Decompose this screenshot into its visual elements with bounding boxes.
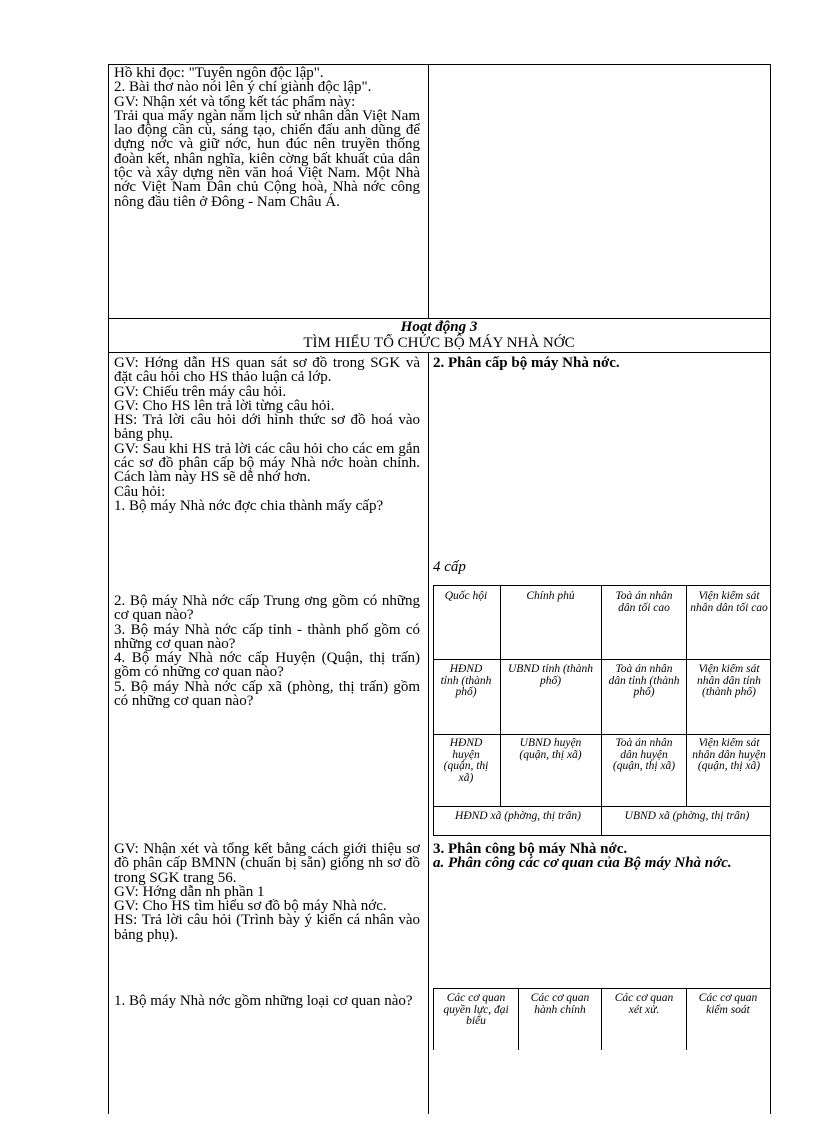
activity-row-bottom [108,352,770,353]
hierarchy-table-col-line [601,585,602,835]
text-line: HS: Trả lời câu hỏi (Trình bày ý kiến cá nhân vào bảng phụ). [114,912,420,943]
organ-cell: Các cơ quan kiểm soát [698,993,758,1016]
hierarchy-table-bottom [433,835,770,836]
text-line: 2. Bài thơ nào nói lên ý chí giành độc lập". [114,79,372,96]
hierarchy-table-col-line [500,585,501,806]
section-two-heading: 2. Phân cấp bộ máy Nhà nớc. [433,355,620,371]
table-cell: Chính phủ [526,590,575,602]
question-item: 2. Bộ máy Nhà nớc cấp Trung ơng gồm có những cơ quan nào? [114,593,420,624]
table-cell: Viện kiểm sát nhân dân tỉnh (thành phố) [697,664,761,698]
section-three-heading: 3. Phân công bộ máy Nhà nớc. [433,841,628,857]
table-cell: Viện kiểm sát nhân dân tối cao [690,591,768,614]
table-cell: HĐND tỉnh (thành phố) [440,663,492,698]
question-item: 5. Bộ máy Nhà nớc cấp xã (phòng, thị trấn) gồm có những cơ quan nào? [114,678,420,710]
table-cell: Toà án nhân dân tỉnh (thành phố) [608,664,680,698]
organ-cell: Các cơ quan xét xử. [614,993,674,1016]
table-cell: UBND xã (phờng, thị trấn) [624,811,750,822]
table-cell: Toà án nhân dân tối cao [615,590,673,614]
organ-table-left [433,988,434,1050]
column-divider-top [428,64,429,318]
text-line: Câu hỏi: [114,483,166,500]
frame-top-border [108,64,770,65]
organ-table-col-line [686,988,687,1050]
section-one-text [114,66,420,317]
column-divider-bottom [428,352,429,1114]
text-line: HS: Trả lời câu hỏi dới hình thức sơ đồ hoá vào bảng phụ. [114,412,420,443]
section-two-text [114,356,420,513]
levels-label: 4 cấp [433,559,466,575]
table-cell: UBND huyện (quận, thị xã) [519,737,582,761]
question-item: 4. Bộ máy Nhà nớc cấp Huyện (Quận, thị trấn) gồm có những cơ quan nào? [114,650,420,681]
organ-table-col-line [601,988,602,1050]
table-cell: HĐND huyện (quận, thị xã) [443,737,489,784]
text-paragraph: Trải qua mấy ngàn năm lịch sử nhân dân Việt Nam lao động cần cù, sáng tạo, chiến đấu anh dũng để dựng nớc và giữ nớc, hun đúc nên truyền thống đoàn kết, nhân nghĩa, kiên cờng bất khuất của dân tộc và xây dựng nền văn hoá Việt Nam. Một Nhà nớc Việt Nam Dân chủ Cộng hoà, Nhà nớc công nông đầu tiên ở Đông - Nam Châu Á. [114,107,420,210]
organ-cell: Các cơ quan hành chính [530,993,590,1016]
table-cell: Toà án nhân dân huyện (quận, thị xã) [612,738,676,772]
organ-cell: Các cơ quan quyền lực, đại biểu [443,993,509,1027]
text-line: 1. Bộ máy Nhà nớc đợc chia thành mấy cấp? [114,497,384,514]
activity-title: Hoạt động 3 [400,319,478,335]
section-two-questions [114,594,420,708]
text-line: GV: Cho HS lên trả lời từng câu hỏi. [114,397,335,414]
organ-table-col-line [518,988,519,1050]
section-three-question: 1. Bộ máy Nhà nớc gồm những loại cơ quan nào? [114,993,413,1009]
text-line: GV: Chiếu trên máy câu hỏi. [114,383,287,400]
table-cell: Viện kiểm sát nhân dân huyện (quận, thị xã) [692,738,766,772]
table-cell: Quốc hội [444,590,488,602]
table-cell: UBND tỉnh (thành phố) [508,663,593,687]
hierarchy-table-col-line [686,585,687,806]
text-line: GV: Nhận xét và tổng kết bằng cách giới thiệu sơ đồ phân cấp BMNN (chuẩn bị sẵn) giống nh sơ đồ trong SGK trang 56. [114,841,420,886]
question-item: 3. Bộ máy Nhà nớc cấp tỉnh - thành phố gồm có những cơ quan nào? [114,621,420,652]
text-line: GV: Hớng dẫn HS quan sát sơ đồ trong SGK và đặt câu hỏi cho HS thảo luận cả lớp. [114,355,420,386]
table-cell: HĐND xã (phờng, thị trấn) [455,811,581,822]
section-three-subheading: a. Phân công các cơ quan của Bộ máy Nhà nớc. [433,855,732,871]
text-line: GV: Nhận xét và tổng kết tác phẩm này: [114,93,356,110]
hierarchy-table-left [433,585,434,835]
section-three-text [114,842,420,942]
frame-right-border [770,64,771,1114]
text-line: GV: Cho HS tìm hiểu sơ đồ bộ máy Nhà nớc. [114,898,387,915]
text-line: GV: Hớng dẫn nh phần 1 [114,883,265,900]
text-line: GV: Sau khi HS trả lời các câu hỏi cho các em gắn các sơ đồ phân cấp bộ máy Nhà nớc hoàn chỉnh. Cách làm này HS sẽ dễ nhớ hơn. [114,440,420,486]
activity-subtitle-wrap [108,334,770,351]
activity-subtitle: TÌM HIỂU TỔ CHỨC BỘ MÁY NHÀ NỚC [303,335,575,351]
text-line: Hồ khi đọc: "Tuyên ngôn độc lập". [114,66,324,81]
frame-left-border [108,64,109,1114]
